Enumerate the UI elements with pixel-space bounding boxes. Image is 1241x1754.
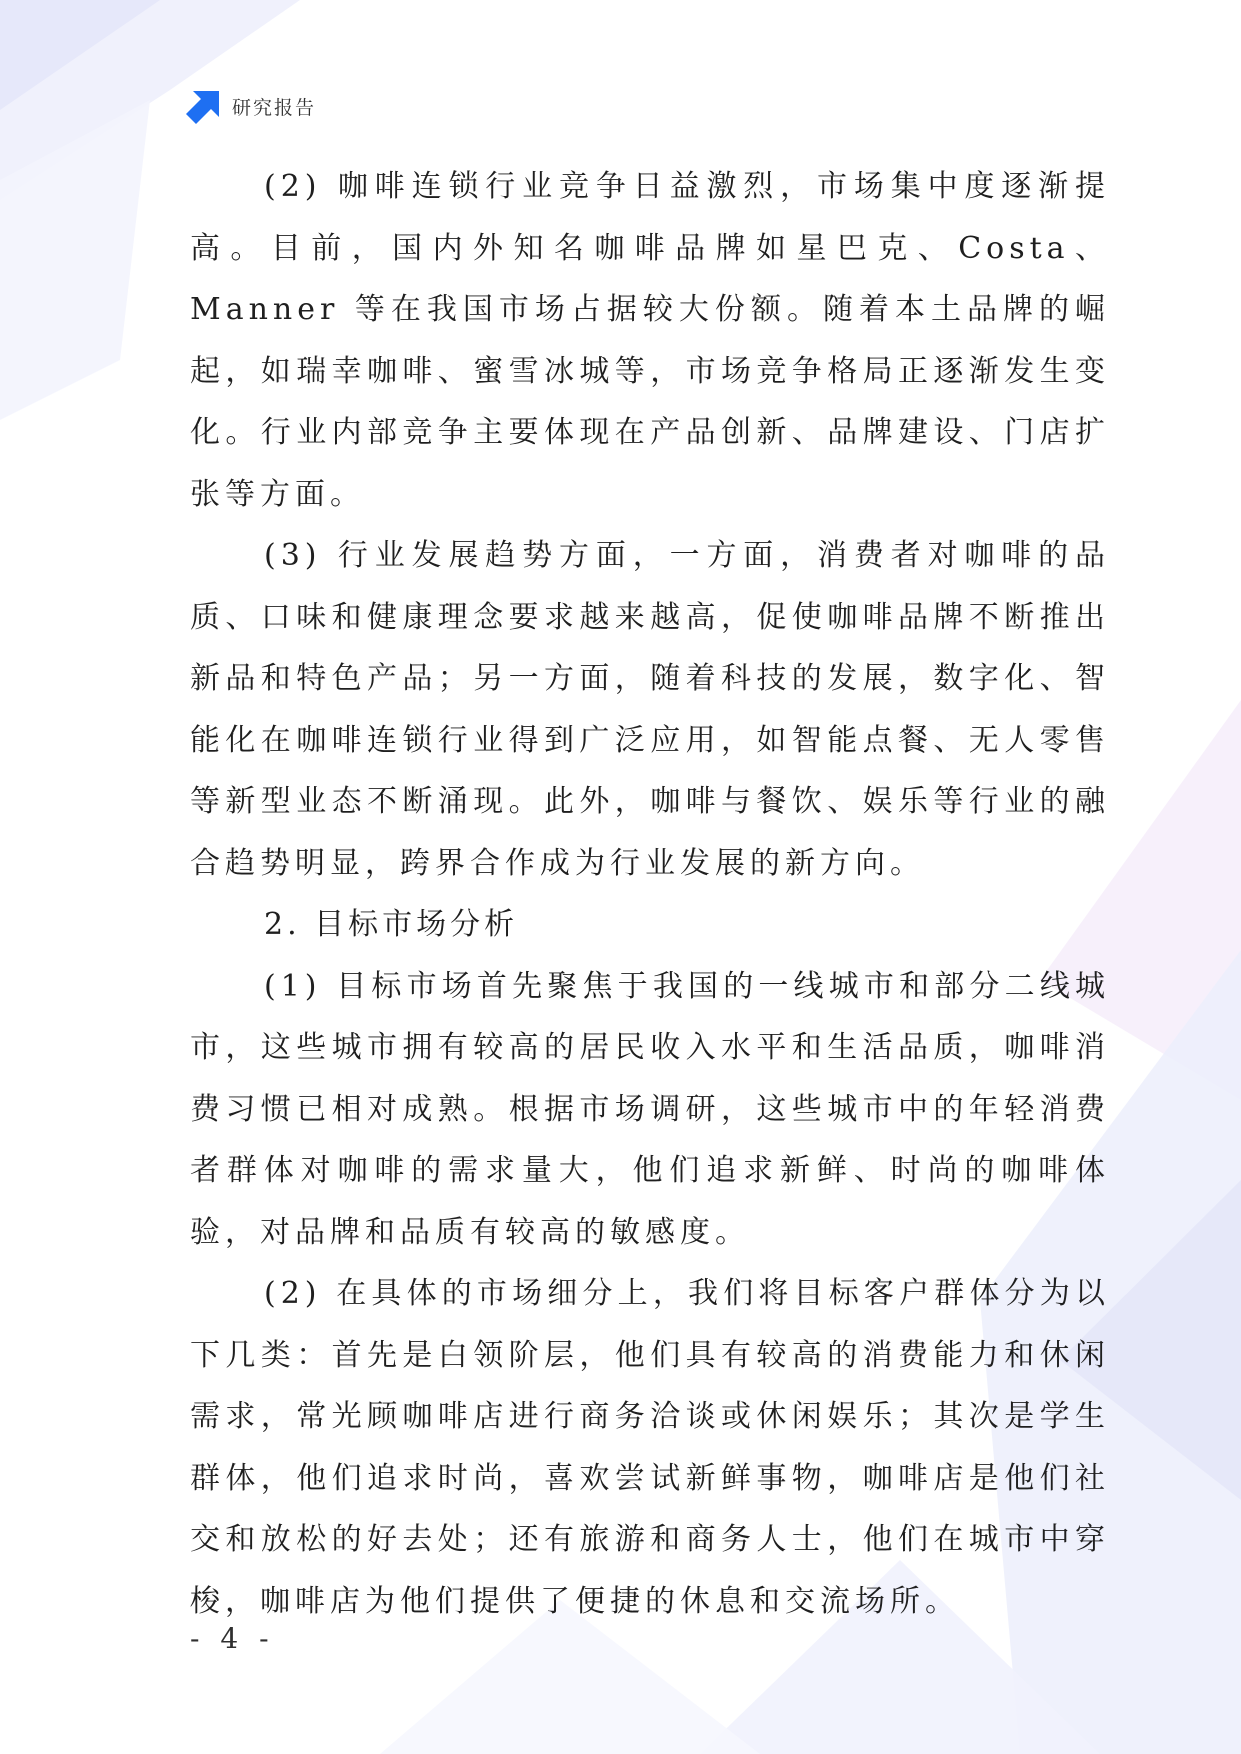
- page-number: - 4 -: [190, 1622, 275, 1655]
- paragraph-industry-competition: (2) 咖啡连锁行业竞争日益激烈，市场集中度逐渐提高。目前，国内外知名咖啡品牌如星巴克、Costa、Manner 等在我国市场占据较大份额。随着本土品牌的崛起，如瑞幸咖啡、蜜雪冰城等，市场竞争格局正逐渐发生变化。行业内部竞争主要体现在产品创新、品牌建设、门店扩张等方面。: [190, 169, 1110, 512]
- paragraph-target-cities: (1) 目标市场首先聚焦于我国的一线城市和部分二线城市，这些城市拥有较高的居民收入水平和生活品质，咖啡消费习惯已相对成熟。根据市场调研，这些城市中的年轻消费者群体对咖啡的需求量大，他们追求新鲜、时尚的咖啡体验，对品牌和品质有较高的敏感度。: [190, 968, 1110, 1250]
- section-heading-target-market: 2. 目标市场分析: [264, 907, 519, 942]
- document-header: [186, 86, 316, 126]
- paragraph-industry-trends: (3) 行业发展趋势方面，一方面，消费者对咖啡的品质、口味和健康理念要求越来越高，促使咖啡品牌不断推出新品和特色产品；另一方面，随着科技的发展，数字化、智能化在咖啡连锁行业得到广泛应用，如智能点餐、无人零售等新型业态不断涌现。此外，咖啡与餐饮、娱乐等行业的融合趋势明显，跨界合作成为行业发展的新方向。: [190, 538, 1110, 881]
- arrow-up-right-logo-icon: [186, 88, 222, 124]
- report-brand-label: 研究报告: [232, 96, 317, 119]
- paragraph-market-segments: (2) 在具体的市场细分上，我们将目标客户群体分为以下几类：首先是白领阶层，他们具有较高的消费能力和休闲需求，常光顾咖啡店进行商务洽谈或休闲娱乐；其次是学生群体，他们追求时尚，喜欢尝试新鲜事物，咖啡店是他们社交和放松的好去处；还有旅游和商务人士，他们在城市中穿梭，咖啡店为他们提供了便捷的休息和交流场所。: [190, 1276, 1110, 1619]
- document-body: [190, 156, 1110, 1632]
